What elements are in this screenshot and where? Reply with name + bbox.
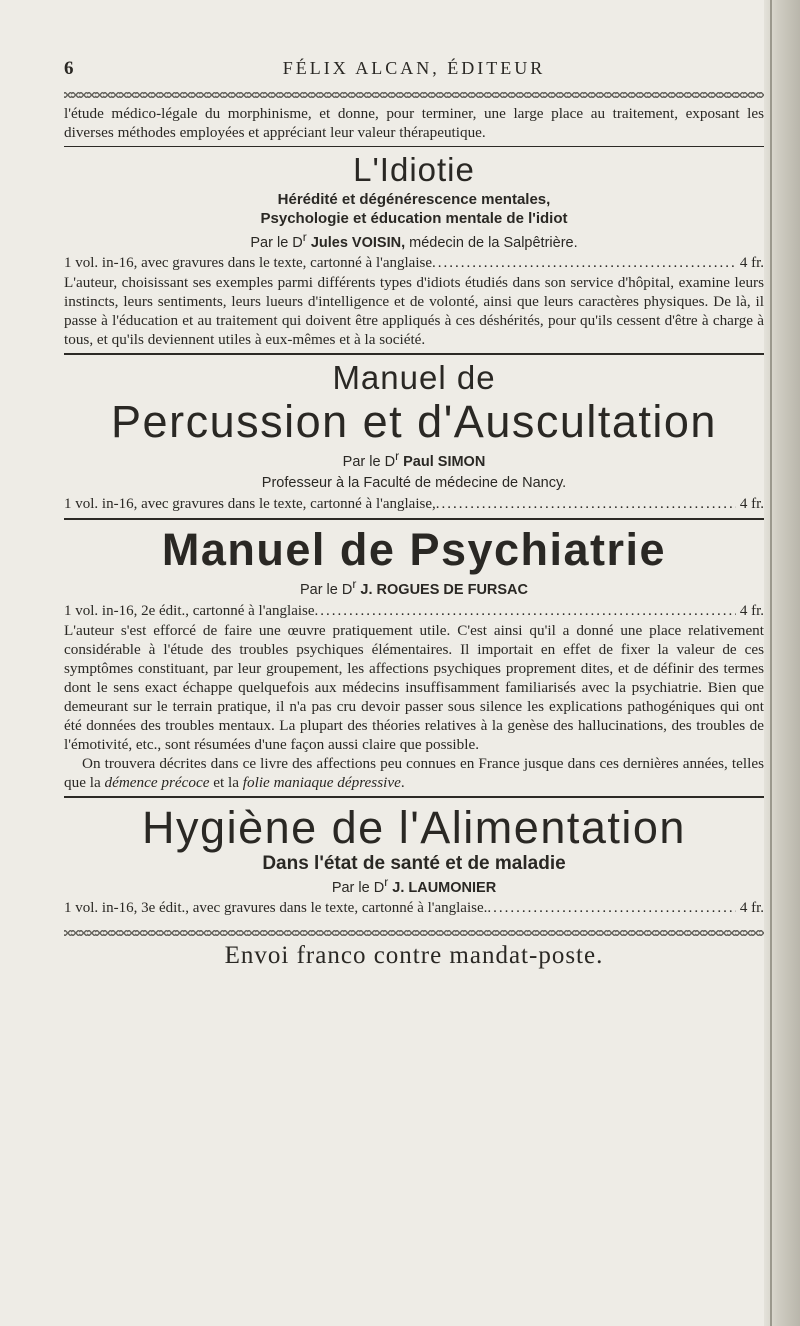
author-role: Professeur à la Faculté de médecine de Nancy. bbox=[261, 475, 567, 492]
divider bbox=[64, 796, 764, 798]
divider bbox=[64, 518, 764, 520]
book-author: Par le $D^r$ J. LAUMONIER bbox=[331, 874, 497, 896]
wavy-divider bbox=[64, 92, 764, 98]
book-title: Manuel de Psychiatrie bbox=[161, 524, 667, 576]
book-entry-psychiatrie bbox=[64, 526, 764, 792]
book-price: 4 fr. bbox=[739, 900, 764, 917]
book-description: L'auteur, choisissant ses exemples parmi différents types d'idiots étudiés dans son service d'hôpital, examine leurs instincts, leurs sentiments, leurs lueurs d'intelligence et de volonté, ainsi que leurs caractères physiques. De là, il passe à l'éducation et au traitement qui doivent être appliqués à ces déshérités, pour qu'ils cessent d'être à charge à tous, et qu'ils deviennent utiles à eux-mêmes et à la société. bbox=[64, 274, 764, 349]
book-details: 1 vol. in-16, avec gravures dans le texte, cartonné à l'anglaise, ..... 4 fr. bbox=[64, 495, 764, 514]
intro-paragraph: l'étude médico-légale du morphinisme, et donne, pour terminer, une large place au traitement, exposant les diverses méthodes employées et appréciant leur valeur thérapeutique. bbox=[64, 105, 764, 141]
book-entry-hygiene bbox=[64, 804, 764, 918]
book-price: 4 fr. bbox=[739, 603, 764, 620]
author-name: J. LAUMONIER bbox=[392, 879, 497, 896]
author-name: Paul SIMON bbox=[403, 454, 486, 471]
book-details: 1 vol. in-16, 2e édit., cartonné à l'anglaise ..... 4 fr. bbox=[64, 602, 764, 621]
wavy-divider bbox=[64, 930, 764, 936]
book-price: 4 fr. bbox=[739, 255, 764, 272]
book-entry-percussion bbox=[64, 361, 764, 514]
book-title: Hygiène de l'Alimentation bbox=[142, 802, 686, 854]
book-title: L'Idiotie bbox=[353, 151, 475, 188]
footer-note: Envoi franco contre mandat-poste. bbox=[224, 942, 604, 970]
book-subtitle: Hérédité et dégénérescence mentales, bbox=[277, 190, 551, 208]
divider bbox=[64, 146, 764, 147]
book-description: On trouvera décrites dans ce livre des affections peu connues en France jusque dans ces dernières années, telles que la démence précoce et la folie maniaque dépressive. bbox=[64, 755, 764, 792]
book-details: 1 vol. in-16, 3e édit., avec gravures dans le texte, cartonné à l'anglaise. ..... 4 fr. bbox=[64, 899, 764, 918]
running-head bbox=[64, 58, 764, 88]
divider bbox=[64, 353, 764, 355]
page-number: 6 bbox=[64, 58, 74, 79]
author-name: J. ROGUES DE FURSAC bbox=[360, 582, 529, 599]
book-author: Par le $D^r$ Paul SIMON bbox=[342, 449, 486, 471]
publisher-name: FÉLIX ALCAN, ÉDITEUR bbox=[282, 58, 546, 78]
book-entry-idiotie bbox=[64, 153, 764, 349]
author-name: Jules VOISIN, bbox=[310, 234, 406, 251]
book-author: Par le $D^r$ Jules VOISIN, médecin de la Salpêtrière. bbox=[250, 229, 578, 251]
book-description: L'auteur s'est efforcé de faire une œuvre pratiquement utile. C'est ainsi qu'il a donné une place relativement considérable à l'étude des troubles psychiques élémentaires. Il importait en effet de fixer la valeur de ces symptômes constituant, par leur groupement, les affections psychiques proprement dites, et de définir des termes dont le sens exact échappe quelquefois aux médecins insuffisamment familiarisés avec la psychiatrie. Bien que demeurant sur le terrain pratique, il n'a pas cru devoir passer sous silence les explications pathogéniques qui ont été données des troubles mentaux. La plupart des théories relatives à la genèse des hallucinations, des troubles de l'émotivité, etc., sont résumées d'une façon aussi claire que possible. bbox=[64, 622, 764, 754]
catalogue-page bbox=[64, 58, 764, 970]
book-title-line2: Percussion et d'Auscultation bbox=[111, 396, 717, 448]
book-price: 4 fr. bbox=[739, 496, 764, 513]
page-edge bbox=[764, 0, 800, 1326]
book-subtitle: Dans l'état de santé et de maladie bbox=[262, 852, 566, 874]
book-details: 1 vol. in-16, avec gravures dans le texte, cartonné à l'anglaise ..... 4 fr. bbox=[64, 254, 764, 273]
book-author: Par le $D^r$ J. ROGUES DE FURSAC bbox=[299, 577, 529, 599]
book-title-line1: Manuel de bbox=[332, 359, 496, 397]
book-subtitle: Psychologie et éducation mentale de l'idiot bbox=[260, 209, 568, 227]
